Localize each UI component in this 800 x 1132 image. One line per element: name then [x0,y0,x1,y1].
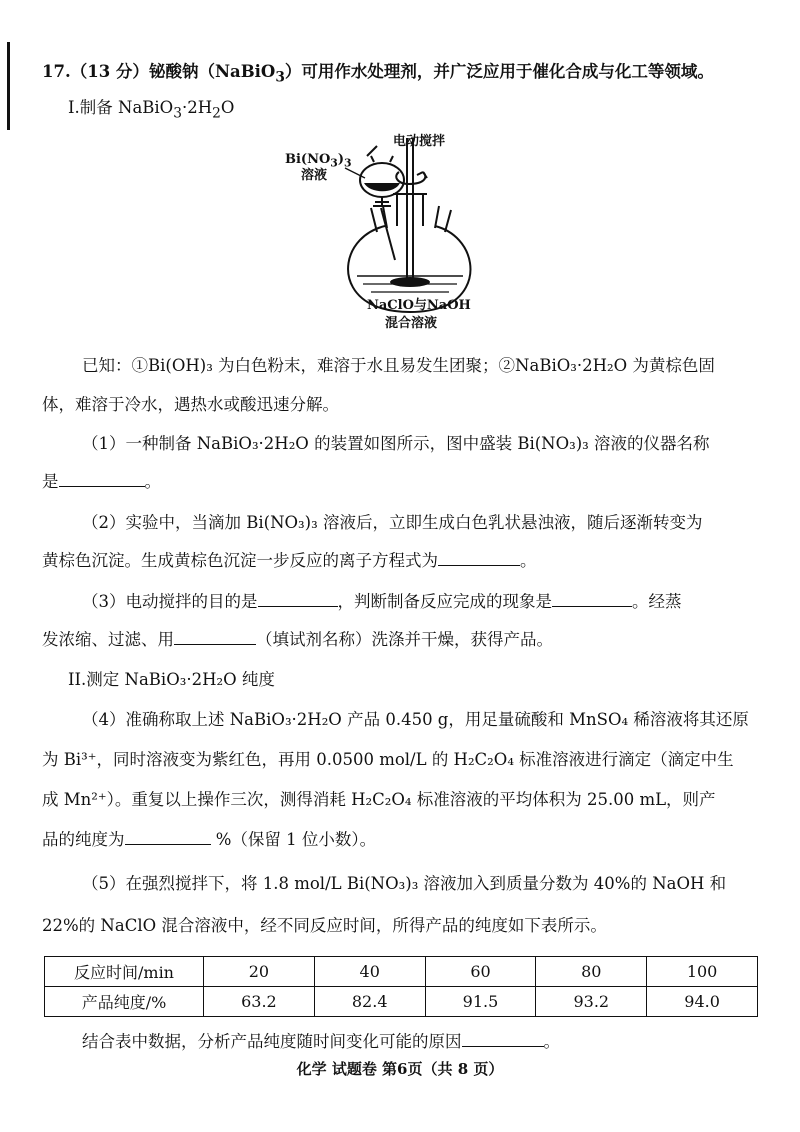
funnel-label-solution: 溶液 [301,168,328,183]
q1-line-1: （1）一种制备 NaBiO₃·2H₂O 的装置如图所示，图中盛装 Bi(NO₃)₃ 溶液的仪器名称 [82,434,710,453]
q5-line-1: （5）在强烈搅拌下，将 1.8 mol/L Bi(NO₃)₃ 溶液加入到质量分数为 40%的 NaOH 和 [82,874,727,893]
answer-blank-1[interactable] [59,470,145,487]
answer-blank-3b[interactable] [552,590,632,607]
answer-blank-3a[interactable] [258,590,338,607]
q4-line-4: 品的纯度为 %（保留 1 位小数）。 [42,830,377,849]
table-row-time [45,957,758,987]
q5-conclusion: 结合表中数据，分析产品纯度随时间变化可能的原因 。 [82,1032,560,1051]
table-cell: 80 [536,957,647,987]
q4-line-1: （4）准确称取上述 NaBiO₃·2H₂O 产品 0.450 g，用足量硫酸和 MnSO₄ 稀溶液将其还原 [82,710,749,729]
table-cell: 82.4 [314,987,425,1017]
q3-line-1: （3）电动搅拌的目的是 ，判断制备反应完成的现象是 。经蒸 [82,592,682,611]
apparatus-diagram [285,128,525,338]
table-cell: 100 [647,957,758,987]
funnel-label: $Bi(NO_3)_3$ [285,152,352,170]
q1-line-2: 是 。 [42,472,161,491]
question-intro: 17.（13 分）铋酸钠（NaBiO$_3$）可用作水处理剂，并广泛应用于催化合成与化工等领域。 [42,62,714,86]
table-cell: 93.2 [536,987,647,1017]
q3-line-2: 发浓缩、过滤、用 （填试剂名称）洗涤并干燥，获得产品。 [42,630,553,649]
answer-blank-5[interactable] [462,1030,544,1047]
table-cell: 94.0 [647,987,758,1017]
stirrer-label: 电动搅拌 [393,134,446,149]
q4-line-2: 为 Bi³⁺，同时溶液变为紫红色，再用 0.0500 mol/L 的 H₂C₂O₄ 标准溶液进行滴定（滴定中生 [42,750,734,769]
answer-blank-2[interactable] [438,549,520,566]
table-cell: 91.5 [425,987,536,1017]
table-cell: 20 [204,957,315,987]
known-line-2: 体，难溶于冷水，遇热水或酸迅速分解。 [42,395,339,414]
q2-line-2: 黄棕色沉淀。生成黄棕色沉淀一步反应的离子方程式为 。 [42,551,537,570]
answer-blank-4[interactable] [125,828,211,845]
known-line-1: 已知：①Bi(OH)₃ 为白色粉末，难溶于水且易发生团聚；②NaBiO₃·2H₂O 为黄棕色固 [82,356,715,375]
q4-line-3: 成 Mn²⁺）。重复以上操作三次，测得消耗 H₂C₂O₄ 标准溶液的平均体积为 25.00 mL，则产 [42,790,716,809]
page-footer: 化学 试题卷 第6页（共 8 页） [296,1060,504,1078]
table-header-purity: 产品纯度/% [45,987,204,1017]
table-cell: 63.2 [204,987,315,1017]
table-cell: 40 [314,957,425,987]
table-cell: 60 [425,957,536,987]
q5-line-2: 22%的 NaClO 混合溶液中，经不同反应时间，所得产品的纯度如下表所示。 [42,916,607,935]
margin-mark [7,42,10,130]
table-header-time: 反应时间/min [45,957,204,987]
table-row-purity [45,987,758,1017]
purity-table [44,956,758,1017]
q2-line-1: （2）实验中，当滴加 Bi(NO₃)₃ 溶液后，立即生成白色乳状悬浊液，随后逐渐转变为 [82,513,703,532]
section-2-title: II.测定 NaBiO₃·2H₂O 纯度 [68,670,275,689]
flask-label-mixture: 混合溶液 [385,316,438,331]
flask-label: NaClO与NaOH [367,298,471,313]
answer-blank-3c[interactable] [174,628,256,645]
section-1-title: I.制备 $NaBiO_3\cdot 2H_2O$ [68,98,235,122]
